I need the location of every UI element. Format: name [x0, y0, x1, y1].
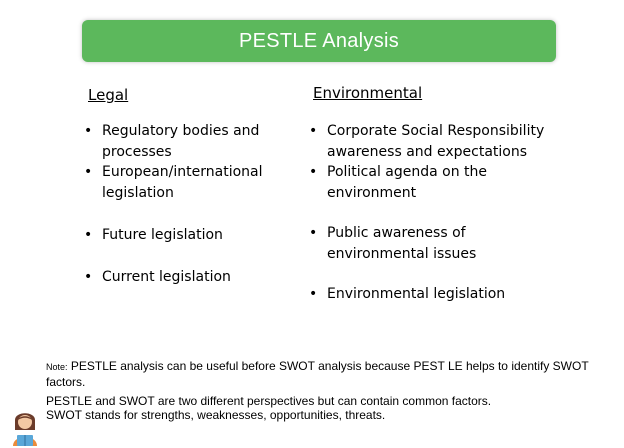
note-line-3: SWOT stands for strengths, weaknesses, opportunities, threats. [46, 408, 386, 422]
environmental-heading: Environmental [313, 84, 423, 102]
list-item: • Current legislation [82, 267, 282, 288]
note-label: Note: [46, 362, 68, 372]
list-item: • Corporate Social Responsibility awareness and expectations [307, 121, 557, 162]
list-item: • Regulatory bodies and processes [82, 121, 282, 162]
list-item: • Environmental legislation [307, 284, 567, 305]
title-banner [82, 20, 556, 62]
legal-list-2 [82, 225, 282, 246]
page-title: PESTLE Analysis [238, 29, 400, 52]
note-paragraph [46, 359, 591, 390]
list-item: • European/international legislation [82, 162, 282, 203]
legal-list-3 [82, 267, 282, 288]
list-item: • Political agenda on the environment [307, 162, 557, 203]
legal-list-1 [82, 121, 282, 203]
environmental-list-3 [307, 284, 567, 305]
list-item: • Public awareness of environmental issues [307, 223, 507, 264]
note-line-1: PESTLE analysis can be useful before SWOT analysis because PEST LE helps to identify SWOT factors. [46, 359, 589, 389]
environmental-list-2 [307, 223, 507, 264]
environmental-list-1 [307, 121, 557, 203]
reader-avatar-icon [6, 406, 44, 446]
legal-heading: Legal [88, 86, 129, 104]
list-item: • Future legislation [82, 225, 282, 246]
note-line-2: PESTLE and SWOT are two different perspectives but can contain common factors. [46, 394, 492, 408]
